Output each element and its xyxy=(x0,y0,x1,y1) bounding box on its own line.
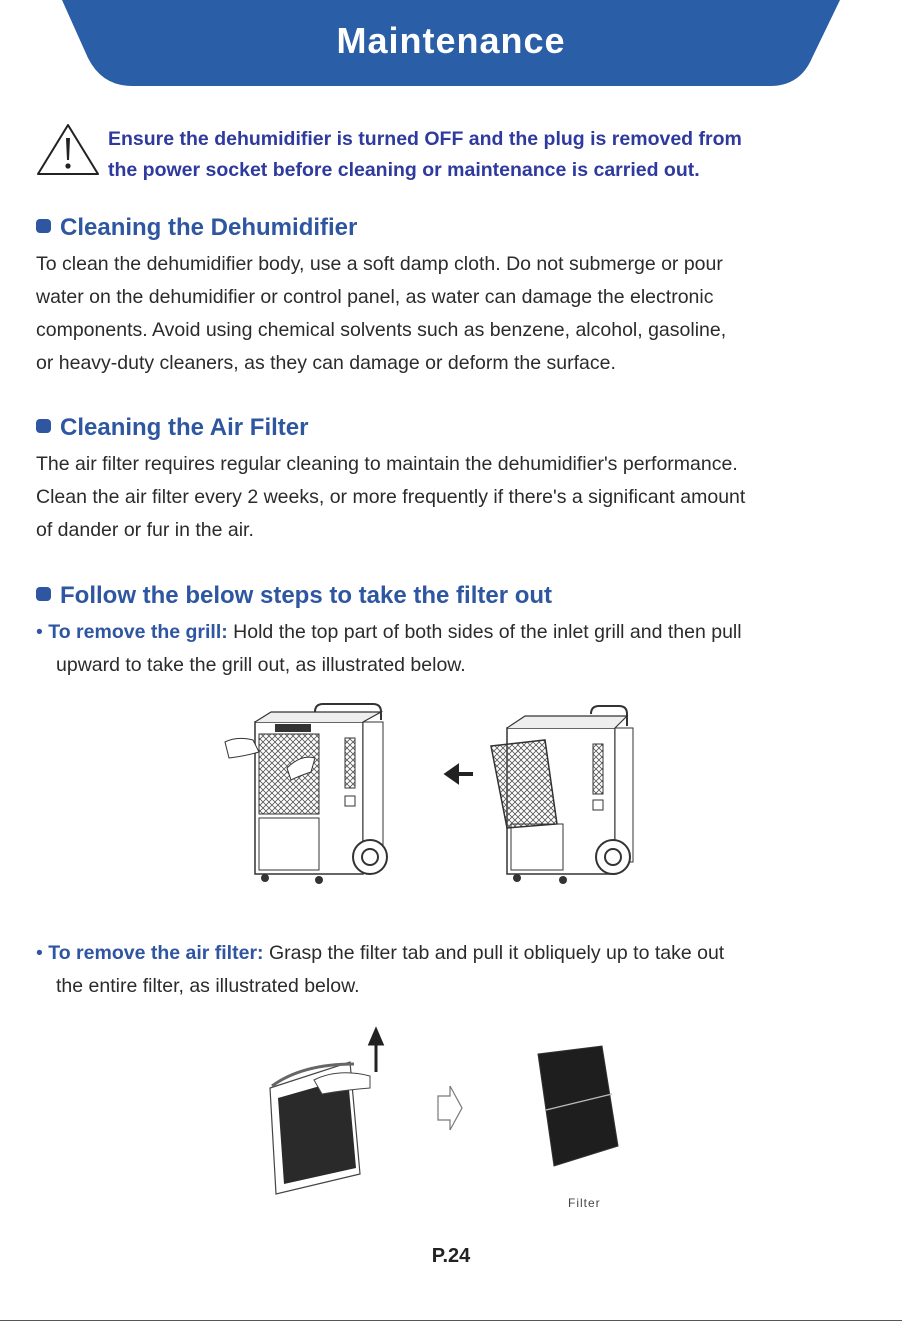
paragraph-cleaning-dehumidifier xyxy=(36,248,876,380)
dehumidifier-unit-right xyxy=(491,706,633,884)
section-heading-steps xyxy=(36,582,552,610)
bullet-icon xyxy=(36,587,51,601)
paragraph-line: or heavy-duty cleaners, as they can damage or deform the surface. xyxy=(36,352,616,374)
step-bullet: • xyxy=(36,621,43,643)
section-title: Cleaning the Air Filter xyxy=(60,414,309,441)
page-number: P.24 xyxy=(431,1245,471,1267)
step-remove-grill xyxy=(36,616,876,682)
section-title: Follow the below steps to take the filter out xyxy=(60,582,553,609)
grill-removal-illustration xyxy=(215,700,645,895)
filter-label: Filter xyxy=(568,1196,601,1210)
section-heading-cleaning-filter xyxy=(36,414,308,442)
bullet-icon xyxy=(36,419,51,433)
header-banner xyxy=(0,0,902,88)
section-title: Cleaning the Dehumidifier xyxy=(60,214,358,241)
removed-filter xyxy=(538,1046,618,1166)
warning-line-2: the power socket before cleaning or maintenance is carried out. xyxy=(108,159,700,181)
warning-line-1: Ensure the dehumidifier is turned OFF and the plug is removed from xyxy=(108,128,742,150)
page-title: Maintenance xyxy=(336,20,566,61)
step-text: Hold the top part of both sides of the inlet grill and then pull xyxy=(227,621,742,643)
filter-in-frame xyxy=(270,1062,370,1194)
warning-text xyxy=(108,124,868,186)
paragraph-line: The air filter requires regular cleaning to maintain the dehumidifier's performance. xyxy=(36,453,738,475)
warning-triangle-icon xyxy=(36,122,100,178)
section-heading-cleaning-dehumidifier xyxy=(36,214,357,242)
step-lead: To remove the air filter: xyxy=(48,942,264,964)
step-text-continued: upward to take the grill out, as illustrated below. xyxy=(56,654,466,676)
filter-removal-illustration xyxy=(262,1024,642,1204)
arrow-up-icon xyxy=(370,1030,382,1072)
paragraph-line: of dander or fur in the air. xyxy=(36,519,254,541)
step-remove-air-filter xyxy=(36,937,876,1003)
arrow-left-icon xyxy=(447,767,473,781)
step-text: Grasp the filter tab and pull it obliquely up to take out xyxy=(263,942,725,964)
step-text-continued: the entire filter, as illustrated below. xyxy=(56,975,360,997)
paragraph-line: components. Avoid using chemical solvents such as benzene, alcohol, gasoline, xyxy=(36,319,727,341)
dehumidifier-unit-left xyxy=(225,704,387,884)
paragraph-cleaning-filter xyxy=(36,448,876,547)
paragraph-line: water on the dehumidifier or control panel, as water can damage the electronic xyxy=(36,286,714,308)
arrow-right-outline-icon xyxy=(438,1086,462,1130)
paragraph-line: Clean the air filter every 2 weeks, or more frequently if there's a significant amount xyxy=(36,486,746,508)
footer-divider xyxy=(0,1320,902,1321)
step-lead: To remove the grill: xyxy=(48,621,228,643)
step-bullet: • xyxy=(36,942,43,964)
paragraph-line: To clean the dehumidifier body, use a soft damp cloth. Do not submerge or pour xyxy=(36,253,723,275)
bullet-icon xyxy=(36,219,51,233)
